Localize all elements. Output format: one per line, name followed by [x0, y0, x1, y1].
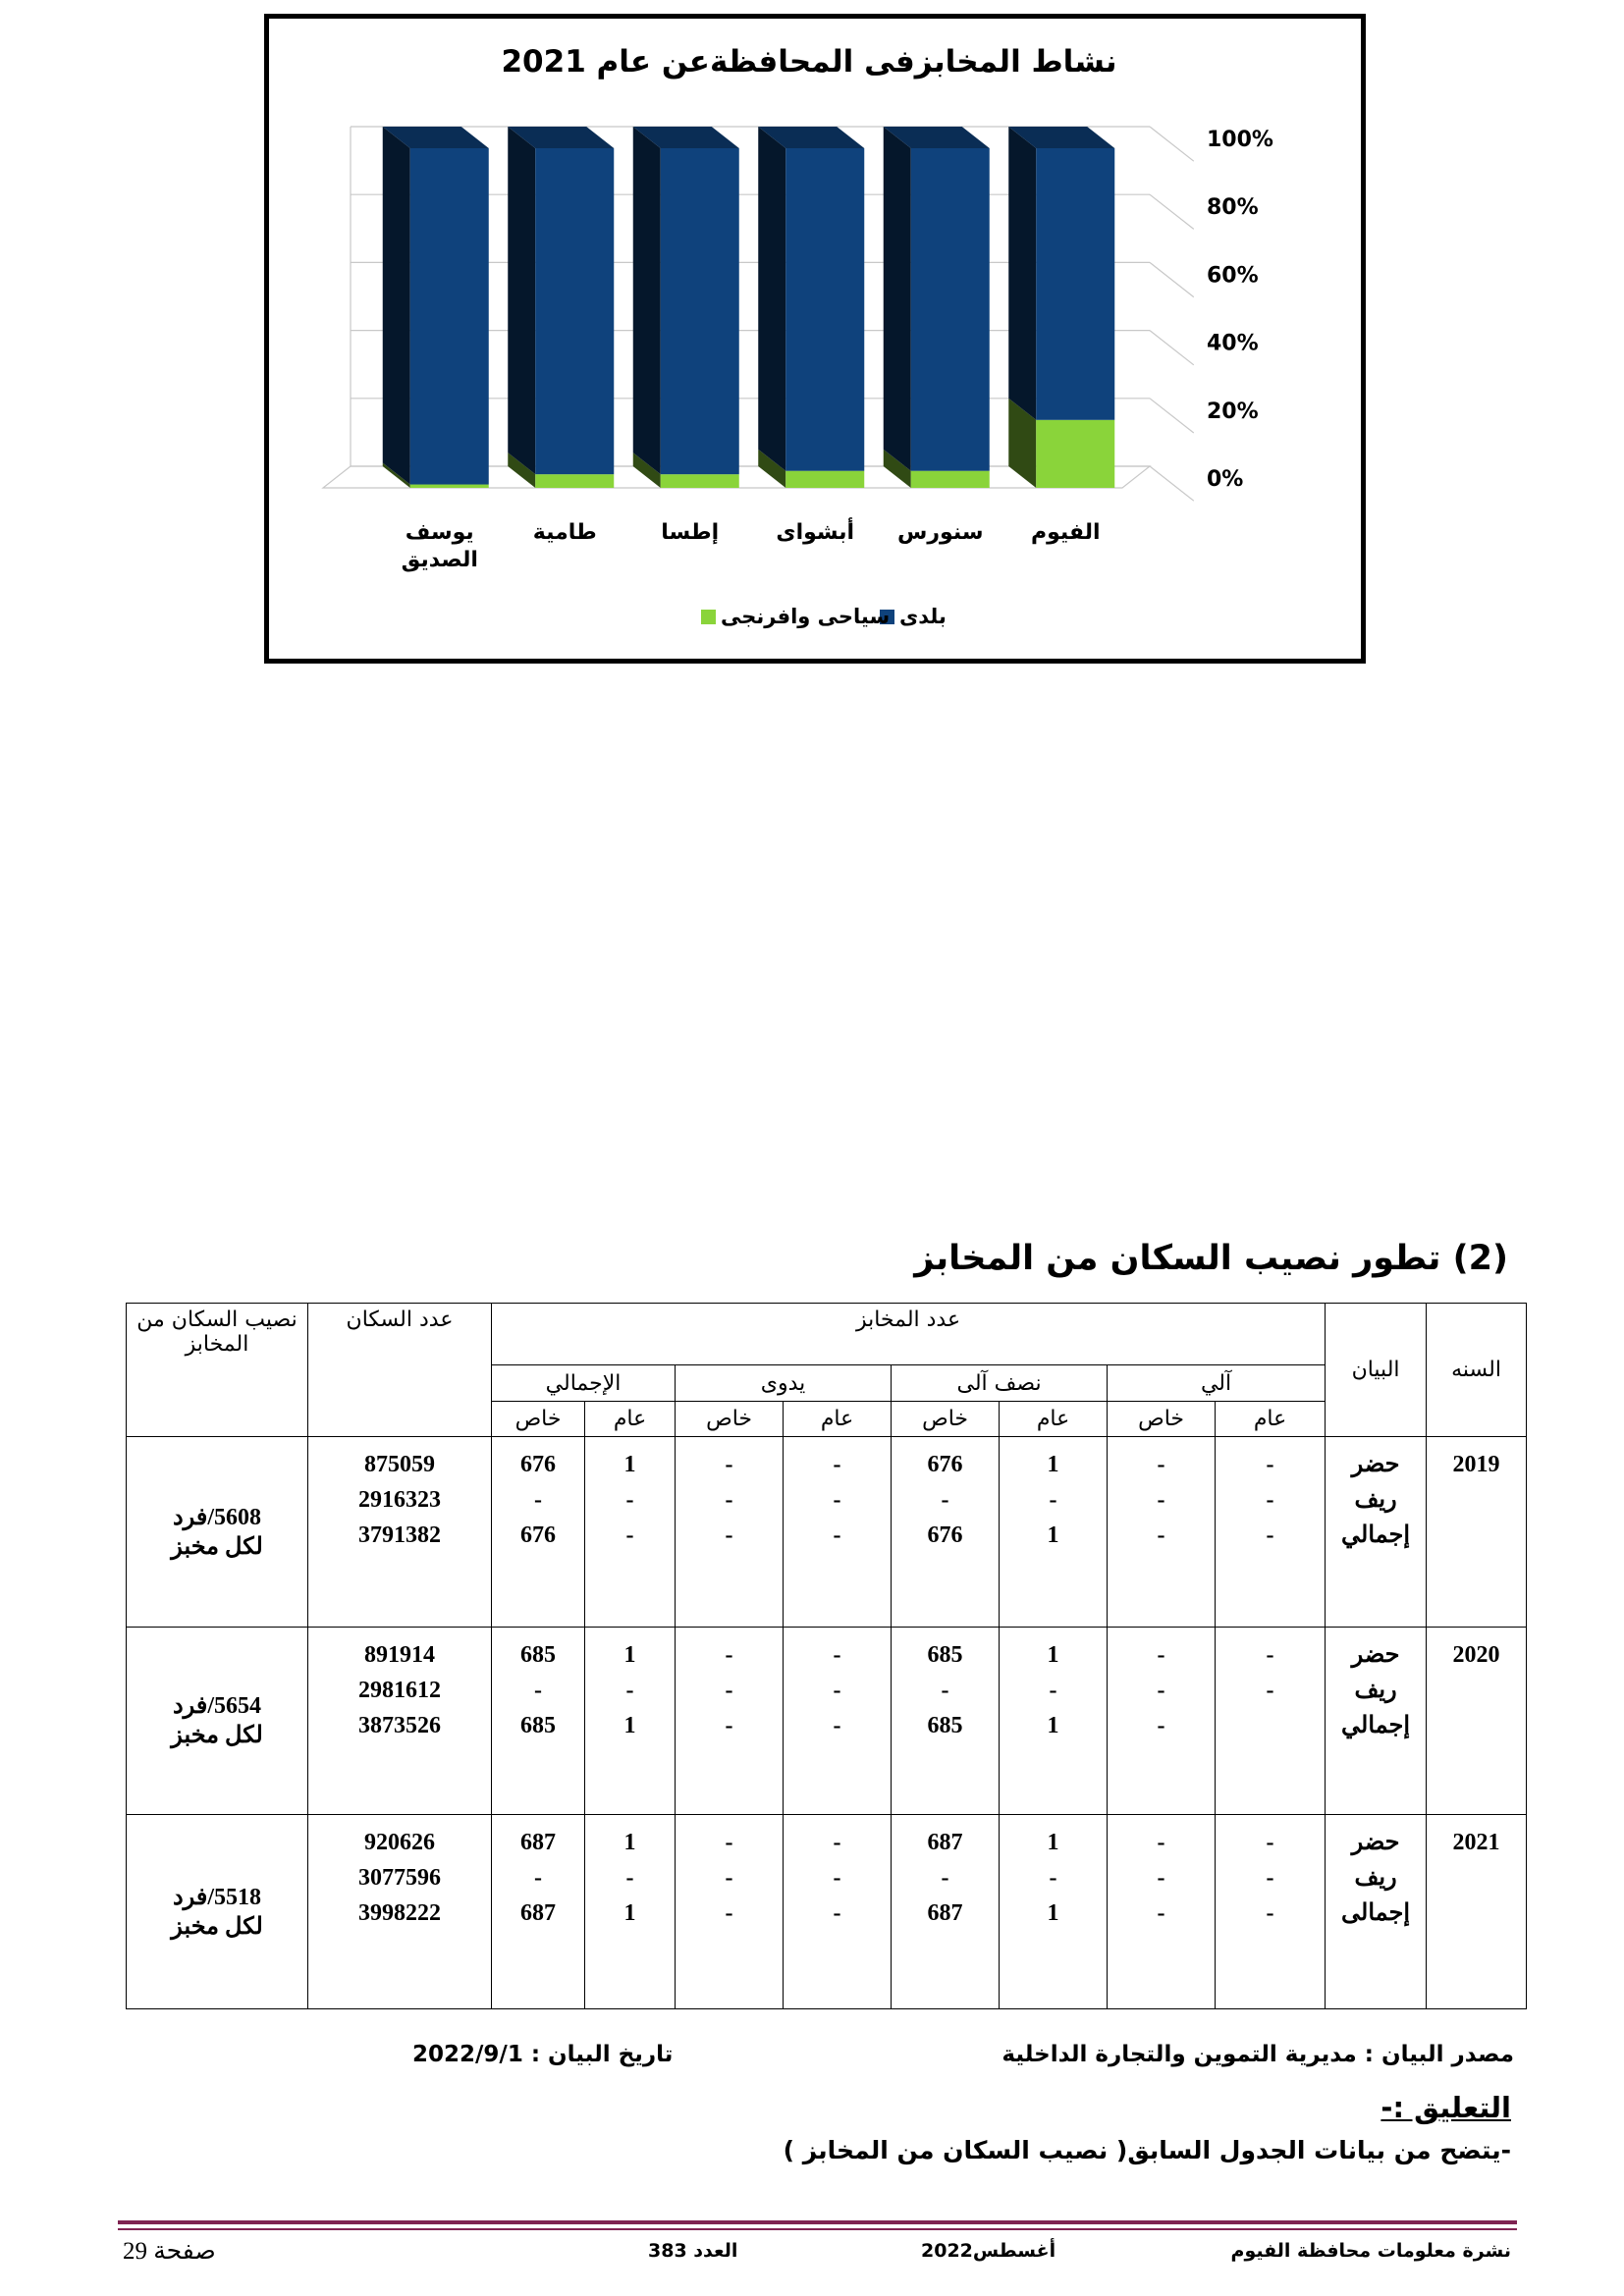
cell-value: -: [1266, 1487, 1274, 1513]
cell-value: -: [1266, 1452, 1274, 1477]
cell-value: 687: [520, 1830, 557, 1855]
cell-value: -: [941, 1865, 949, 1891]
x-tick-label: طامية: [532, 520, 597, 545]
bar-side-1: [508, 127, 535, 474]
population-value: 3077596: [358, 1865, 441, 1891]
header-total-private: خاص: [492, 1402, 585, 1437]
header-bakeries: عدد المخابز: [492, 1304, 1326, 1365]
comment-text: -يتضح من بيانات الجدول السابق( نصيب السكان من المخابز ): [783, 2136, 1511, 2164]
y-tick-label: 80%: [1207, 195, 1259, 221]
label-cell: [1326, 1815, 1427, 2009]
header-year: السنه: [1427, 1304, 1527, 1437]
population-value: 2916323: [358, 1487, 441, 1513]
cell-value: -: [1049, 1865, 1057, 1891]
y-tick-label: 20%: [1207, 399, 1259, 424]
table-row: [127, 1437, 1527, 1628]
header-manual: يدوى: [676, 1365, 892, 1402]
cell-value: -: [534, 1487, 543, 1513]
cell-value: 1: [1047, 1900, 1059, 1926]
bar-segment-0: [785, 471, 864, 488]
header-manual-public: عام: [784, 1402, 892, 1437]
cell-value: -: [1049, 1487, 1057, 1513]
bar-side-1: [633, 127, 661, 474]
cell-value: -: [1266, 1678, 1274, 1703]
row-label: ريف: [1354, 1678, 1397, 1703]
cell-value: -: [534, 1678, 543, 1703]
cell-value: -: [833, 1713, 841, 1738]
share-value: 5518/فرد لكل مخبز: [171, 1884, 263, 1940]
cell-value: 676: [520, 1522, 557, 1548]
cell-value: -: [833, 1865, 841, 1891]
semi-private-cell: [892, 1815, 1000, 2009]
cell-value: 685: [520, 1642, 557, 1668]
x-tick-label: الصديق: [401, 548, 478, 572]
row-label: إجمالي: [1341, 1522, 1411, 1548]
cell-value: -: [1266, 1830, 1274, 1855]
manual-private-cell: [676, 1437, 784, 1628]
cell-value: -: [833, 1452, 841, 1477]
legend-label: سياحى وافرنجى: [721, 605, 891, 628]
cell-value: -: [1157, 1865, 1165, 1891]
cell-value: 685: [927, 1713, 963, 1738]
footer-rule: [118, 2220, 1517, 2224]
bar-side-1: [758, 127, 785, 471]
cell-value: -: [725, 1900, 733, 1926]
row-label: حضر: [1351, 1830, 1400, 1855]
share-value: 5608/فرد لكل مخبز: [171, 1504, 263, 1560]
cell-value: 1: [1047, 1642, 1059, 1668]
population-share-table: [126, 1303, 1527, 2009]
bar-side-1: [383, 127, 410, 485]
header-auto: آلي: [1108, 1365, 1326, 1402]
cell-value: 687: [520, 1900, 557, 1926]
cell-value: 1: [1047, 1452, 1059, 1477]
semi-private-cell: [892, 1628, 1000, 1815]
grid-depth-line: [1150, 331, 1194, 365]
population-value: 2981612: [358, 1678, 441, 1703]
population-value: 3873526: [358, 1713, 441, 1738]
auto-private-cell: [1108, 1437, 1216, 1628]
legend-label: بلدى: [899, 605, 947, 628]
semi-private-cell: [892, 1437, 1000, 1628]
cell-value: -: [625, 1865, 634, 1891]
table-row: [127, 1815, 1527, 2009]
y-tick-label: 60%: [1207, 263, 1259, 289]
footer-publication: نشرة معلومات محافظة الفيوم: [1230, 2240, 1511, 2262]
cell-value: -: [625, 1522, 634, 1548]
semi-public-cell: [1000, 1628, 1108, 1815]
bar-segment-0: [535, 474, 614, 488]
cell-value: 1: [623, 1713, 636, 1738]
year-cell: [1427, 1628, 1527, 1815]
header-semi-public: عام: [1000, 1402, 1108, 1437]
cell-value: -: [725, 1678, 733, 1703]
year-value: 2020: [1452, 1642, 1500, 1668]
label-cell: [1326, 1437, 1427, 1628]
auto-private-cell: [1108, 1815, 1216, 2009]
cell-value: -: [941, 1487, 949, 1513]
row-label: حضر: [1351, 1642, 1400, 1668]
row-label: ريف: [1354, 1487, 1397, 1513]
row-label: ريف: [1354, 1865, 1397, 1891]
x-tick-label: سنورس: [897, 520, 984, 545]
cell-value: 1: [623, 1900, 636, 1926]
semi-public-cell: [1000, 1815, 1108, 2009]
y-tick-label: 40%: [1207, 331, 1259, 356]
cell-value: 1: [1047, 1522, 1059, 1548]
cell-value: -: [1157, 1830, 1165, 1855]
header-auto-private: خاص: [1108, 1402, 1216, 1437]
x-tick-label: أبشواى: [776, 520, 855, 545]
population-value: 3791382: [358, 1522, 441, 1548]
cell-value: 1: [1047, 1713, 1059, 1738]
grid-depth-line: [1150, 262, 1194, 296]
header-label: البيان: [1326, 1304, 1427, 1437]
bar-segment-1: [661, 148, 739, 474]
year-cell: [1427, 1815, 1527, 2009]
cell-value: -: [1157, 1900, 1165, 1926]
footer-month: أغسطس2022: [921, 2240, 1056, 2262]
bar-segment-0: [911, 471, 990, 488]
row-label: حضر: [1351, 1452, 1400, 1477]
row-label: إجمالي: [1341, 1713, 1411, 1738]
total-public-cell: [585, 1815, 676, 2009]
bar-segment-0: [410, 485, 489, 488]
cell-value: [1216, 1708, 1325, 1743]
legend-swatch: [701, 610, 716, 624]
cell-value: -: [833, 1678, 841, 1703]
chart-title: نشاط المخابزفى المحافظةعن عام 2021: [501, 44, 1117, 80]
grid-depth-line: [1150, 127, 1194, 161]
bar-3: [633, 127, 739, 488]
cell-value: 676: [927, 1522, 963, 1548]
population-value: 3998222: [358, 1900, 441, 1926]
year-value: 2019: [1452, 1452, 1500, 1477]
manual-private-cell: [676, 1628, 784, 1815]
population-cell: [308, 1628, 492, 1815]
cell-value: -: [625, 1487, 634, 1513]
share-cell: [127, 1628, 308, 1815]
section-title: (2) تطور نصيب السكان من المخابز: [914, 1239, 1508, 1278]
population-cell: [308, 1815, 492, 2009]
header-share: نصيب السكان من المخابز: [127, 1304, 308, 1437]
manual-public-cell: [784, 1437, 892, 1628]
bar-segment-0: [661, 474, 739, 488]
cell-value: 676: [927, 1452, 963, 1477]
bar-segment-1: [1036, 148, 1114, 420]
share-value: 5654/فرد لكل مخبز: [171, 1693, 263, 1748]
manual-public-cell: [784, 1815, 892, 2009]
chart-legend: [701, 605, 947, 628]
semi-public-cell: [1000, 1437, 1108, 1628]
bakery-activity-chart: [269, 19, 1361, 659]
total-private-cell: [492, 1628, 585, 1815]
header-auto-public: عام: [1216, 1402, 1326, 1437]
cell-value: 685: [927, 1642, 963, 1668]
cell-value: -: [833, 1487, 841, 1513]
header-semi-private: خاص: [892, 1402, 1000, 1437]
cell-value: -: [1049, 1678, 1057, 1703]
bar-segment-1: [535, 148, 614, 474]
cell-value: -: [833, 1642, 841, 1668]
footer-issue: العدد 383: [648, 2240, 738, 2262]
x-tick-label: يوسف: [405, 520, 474, 545]
cell-value: 676: [520, 1452, 557, 1477]
footer-rule-thin: [118, 2228, 1517, 2230]
cell-value: 1: [623, 1452, 636, 1477]
cell-value: 687: [927, 1830, 963, 1855]
bar-2: [758, 127, 864, 488]
cell-value: -: [1266, 1522, 1274, 1548]
cell-value: -: [1157, 1678, 1165, 1703]
cell-value: 687: [927, 1900, 963, 1926]
total-private-cell: [492, 1437, 585, 1628]
cell-value: -: [725, 1522, 733, 1548]
chart-frame: [264, 14, 1366, 664]
cell-value: -: [725, 1642, 733, 1668]
grid-depth-line: [1150, 399, 1194, 433]
cell-value: 685: [520, 1713, 557, 1738]
cell-value: -: [534, 1865, 543, 1891]
total-public-cell: [585, 1628, 676, 1815]
cell-value: -: [1157, 1487, 1165, 1513]
cell-value: -: [833, 1830, 841, 1855]
auto-public-cell: [1216, 1437, 1326, 1628]
bar-1: [884, 127, 990, 488]
bar-segment-0: [1036, 420, 1114, 488]
cell-value: -: [1157, 1452, 1165, 1477]
manual-public-cell: [784, 1628, 892, 1815]
row-label: إجمالى: [1341, 1900, 1411, 1926]
bar-segment-1: [410, 148, 489, 485]
header-total-public: عام: [585, 1402, 676, 1437]
bar-segment-1: [785, 148, 864, 471]
bar-5: [383, 127, 489, 488]
population-cell: [308, 1437, 492, 1628]
x-tick-label: إطسا: [661, 520, 720, 545]
grid-depth-line: [1150, 194, 1194, 229]
bar-0: [1008, 127, 1114, 488]
label-cell: [1326, 1628, 1427, 1815]
cell-value: -: [833, 1522, 841, 1548]
cell-value: 1: [1047, 1830, 1059, 1855]
auto-public-cell: [1216, 1628, 1326, 1815]
share-cell: [127, 1815, 308, 2009]
total-private-cell: [492, 1815, 585, 2009]
auto-public-cell: [1216, 1815, 1326, 2009]
cell-value: -: [941, 1678, 949, 1703]
y-tick-label: 100%: [1207, 128, 1273, 152]
population-value: 875059: [364, 1452, 435, 1477]
cell-value: -: [1266, 1900, 1274, 1926]
total-public-cell: [585, 1437, 676, 1628]
year-value: 2021: [1452, 1830, 1500, 1855]
data-source: مصدر البيان : مديرية التموين والتجارة الداخلية: [1001, 2042, 1514, 2067]
bar-side-1: [1008, 127, 1036, 420]
x-tick-label: الفيوم: [1030, 520, 1101, 545]
cell-value: -: [725, 1713, 733, 1738]
auto-private-cell: [1108, 1628, 1216, 1815]
cell-value: -: [1157, 1713, 1165, 1738]
cell-value: -: [1157, 1522, 1165, 1548]
cell-value: -: [725, 1487, 733, 1513]
cell-value: -: [833, 1900, 841, 1926]
cell-value: -: [1266, 1642, 1274, 1668]
table-row: [127, 1628, 1527, 1815]
data-date: تاريخ البيان : 2022/9/1: [412, 2042, 674, 2067]
population-value: 920626: [364, 1830, 435, 1855]
bar-side-1: [884, 127, 911, 471]
comment-title: التعليق :-: [1380, 2091, 1511, 2124]
header-population: عدد السكان: [308, 1304, 492, 1437]
footer-page-number: صفحة 29: [123, 2238, 216, 2265]
cell-value: -: [625, 1678, 634, 1703]
cell-value: -: [1157, 1642, 1165, 1668]
cell-value: -: [725, 1830, 733, 1855]
cell-value: 1: [623, 1642, 636, 1668]
bar-4: [508, 127, 614, 488]
manual-private-cell: [676, 1815, 784, 2009]
grid-depth-line: [1150, 466, 1194, 501]
header-total: الإجمالي: [492, 1365, 676, 1402]
cell-value: 1: [623, 1830, 636, 1855]
year-cell: [1427, 1437, 1527, 1628]
bar-segment-1: [911, 148, 990, 471]
cell-value: -: [1266, 1865, 1274, 1891]
header-manual-private: خاص: [676, 1402, 784, 1437]
share-cell: [127, 1437, 308, 1628]
cell-value: -: [725, 1452, 733, 1477]
y-tick-label: 0%: [1207, 467, 1244, 492]
population-value: 891914: [364, 1642, 435, 1668]
cell-value: -: [725, 1865, 733, 1891]
header-semi: نصف آلى: [892, 1365, 1108, 1402]
